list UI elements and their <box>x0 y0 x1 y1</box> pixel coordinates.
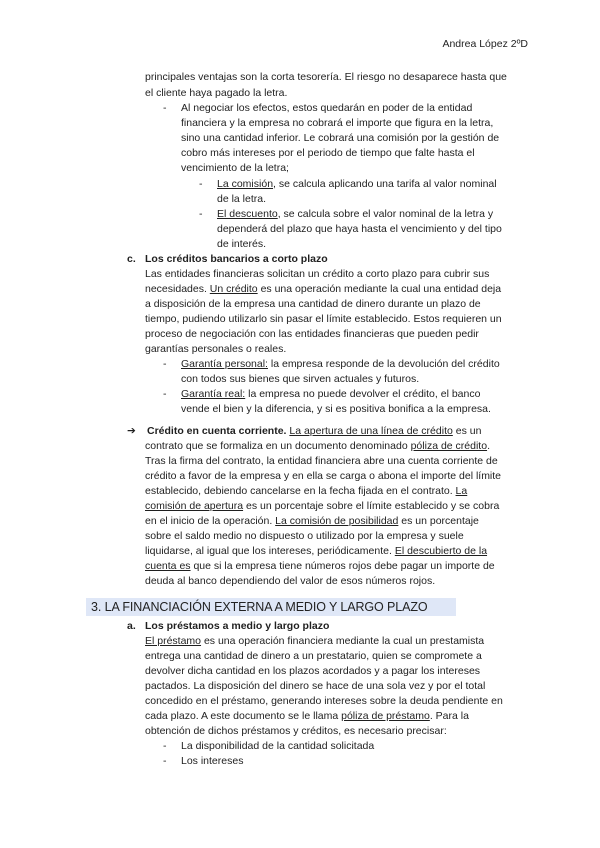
paragraph-line: dependerá del plazo que haya hasta el vencimiento y del tipo <box>217 223 502 235</box>
sub-bullet-descuento <box>217 207 493 222</box>
inline-title: Crédito en cuenta corriente. <box>147 425 287 437</box>
paragraph-line <box>147 424 481 439</box>
paragraph-line: tiempo, pudiendo utilizarlo sin pasar el límite establecido. Estos requieren un <box>145 313 502 325</box>
paragraph-line: Al negociar los efectos, estos quedarán en poder de la entidad <box>181 102 473 114</box>
paragraph-line <box>145 634 484 649</box>
term-underlined: El descuento <box>217 208 278 220</box>
paragraph-line <box>145 559 495 574</box>
paragraph-line: a disposición de la empresa una cantidad de dinero durante un plazo de <box>145 298 481 310</box>
text-segment: en el inicio de la operación. <box>145 515 276 527</box>
paragraph-line: sobre el saldo medio no dispuesto o utilizado por la empresa y suele <box>145 530 464 542</box>
paragraph-line: principales ventajas son la corta tesorería. El riesgo no desaparece hasta que <box>145 71 507 83</box>
paragraph-line: vende el bien y la diferencia, y si es positiva bonifica a la empresa. <box>181 403 491 415</box>
term-underlined: Un crédito <box>209 283 258 295</box>
term-underlined: La comisión de posibilidad <box>275 515 399 527</box>
bullet-dash: - <box>199 178 203 190</box>
paragraph-line <box>145 544 487 559</box>
bullet-dash: - <box>163 388 167 400</box>
paragraph-line: entrega una cantidad de dinero a un prestatario, quien se compromete a <box>145 650 482 662</box>
paragraph-line: pactados. La disposición del dinero se hace de una sola vez y por el total <box>145 680 486 692</box>
sub-bullet-comision <box>217 177 497 192</box>
paragraph-line: de la letra. <box>217 193 267 205</box>
term-underlined: Garantía real: <box>181 388 246 400</box>
text-segment: necesidades. <box>145 283 210 295</box>
paragraph-line: garantías personales o reales. <box>145 343 287 355</box>
text-segment: es una operación financiera mediante la cual un prestamista <box>201 635 485 647</box>
term-underlined: El préstamo <box>145 635 202 647</box>
term-description: , se calcula sobre el valor nominal de la letra y <box>277 208 494 220</box>
bullet-garantia-personal <box>181 357 500 372</box>
arrow-bullet-icon: ➔ <box>127 425 136 437</box>
term-underlined: cuenta es <box>145 560 191 572</box>
paragraph-line <box>145 439 490 454</box>
paragraph-line: devolver dicha cantidad en los plazos acordados y a pagar los intereses <box>145 665 481 677</box>
text-segment: . <box>487 440 490 452</box>
bullet-dash: - <box>163 755 167 767</box>
paragraph-line <box>145 282 501 297</box>
text-segment: es un porcentaje <box>398 515 479 527</box>
section-heading: 3. LA FINANCIACIÓN EXTERNA A MEDIO Y LARGO PLAZO <box>91 600 428 614</box>
term-underlined: La comisión <box>217 178 274 190</box>
term-underlined: La <box>455 485 468 497</box>
text-segment: es un <box>452 425 482 437</box>
paragraph-line: de interés. <box>217 238 267 250</box>
page-header-author: Andrea López 2ºD <box>442 38 528 50</box>
term-underlined: Garantía personal: <box>181 358 268 370</box>
term-underlined: póliza de préstamo <box>341 710 430 722</box>
term-description: la empresa responde de la devolución del crédito <box>267 358 500 370</box>
text-segment: . Para la <box>429 710 469 722</box>
paragraph-line: obtención de dichos préstamos y créditos, es necesario precisar: <box>145 725 447 737</box>
text-segment: liquidarse, al igual que los intereses, periódicamente. <box>145 545 395 557</box>
list-letter: c. <box>127 253 136 265</box>
term-description: la empresa no puede devolver el crédito, el banco <box>245 388 481 400</box>
paragraph-line <box>145 499 499 514</box>
bullet-dash: - <box>163 102 167 114</box>
bullet-garantia-real <box>181 387 480 402</box>
text-segment: es una operación mediante la cual una entidad deja <box>257 283 502 295</box>
bullet-dash: - <box>163 358 167 370</box>
subsection-title: Los créditos bancarios a corto plazo <box>145 253 328 265</box>
paragraph-line: crédito a favor de la empresa y en ella se carga o abona el importe del límite <box>145 470 502 482</box>
paragraph-line: Tras la firma del contrato, la entidad financiera abre una cuenta corriente de <box>145 455 498 467</box>
paragraph-line <box>145 709 469 724</box>
bullet-dash: - <box>163 740 167 752</box>
text-segment: cada plazo. A este documento se le llama <box>145 710 342 722</box>
paragraph-line: deuda al banco dependiendo del valor de esos números rojos. <box>145 575 436 587</box>
paragraph-line: sino una cantidad inferior. Le cobrará una comisión por la gestión de <box>181 132 500 144</box>
list-item: Los intereses <box>181 755 244 767</box>
bullet-dash: - <box>199 208 203 220</box>
paragraph-line: financiera y la empresa no cobrará el importe que figura en la letra, <box>181 117 494 129</box>
term-underlined: comisión de apertura <box>145 500 244 512</box>
term-underlined: El descubierto de la <box>394 545 488 557</box>
text-segment: establecido, debiendo cancelarse en la fecha fijada en el contrato. <box>145 485 456 497</box>
term-underlined: La apertura de una línea de crédito <box>289 425 453 437</box>
paragraph-line: cobro más intereses por el periodo de tiempo que falte hasta el <box>181 147 475 159</box>
subsection-title: Los préstamos a medio y largo plazo <box>145 620 330 632</box>
paragraph-line: proceso de negociación con las entidades financieras que pueden pedir <box>145 328 479 340</box>
paragraph-line: con todos sus bienes que sirven actuales y futuros. <box>181 373 420 385</box>
paragraph-line: concedido en el préstamo, generando intereses sobre la deuda pendiente en <box>145 695 503 707</box>
paragraph-line: vencimiento de la letra; <box>181 162 289 174</box>
list-item: La disponibilidad de la cantidad solicitada <box>181 740 375 752</box>
list-letter: a. <box>127 620 136 632</box>
term-description: , se calcula aplicando una tarifa al valor nominal <box>273 178 497 190</box>
paragraph-line <box>145 514 479 529</box>
paragraph-line <box>145 484 467 499</box>
term-underlined: póliza de crédito <box>410 440 488 452</box>
paragraph-line: el cliente haya pagado la letra. <box>145 87 288 99</box>
paragraph-line: Las entidades financieras solicitan un crédito a corto plazo para cubrir sus <box>145 268 490 280</box>
text-segment: es un porcentaje sobre el límite establecido y se cobra <box>243 500 500 512</box>
text-segment: que si la empresa tiene números rojos debe pagar un importe de <box>190 560 495 572</box>
text-segment: contrato que se formaliza en un documento denominado <box>145 440 411 452</box>
